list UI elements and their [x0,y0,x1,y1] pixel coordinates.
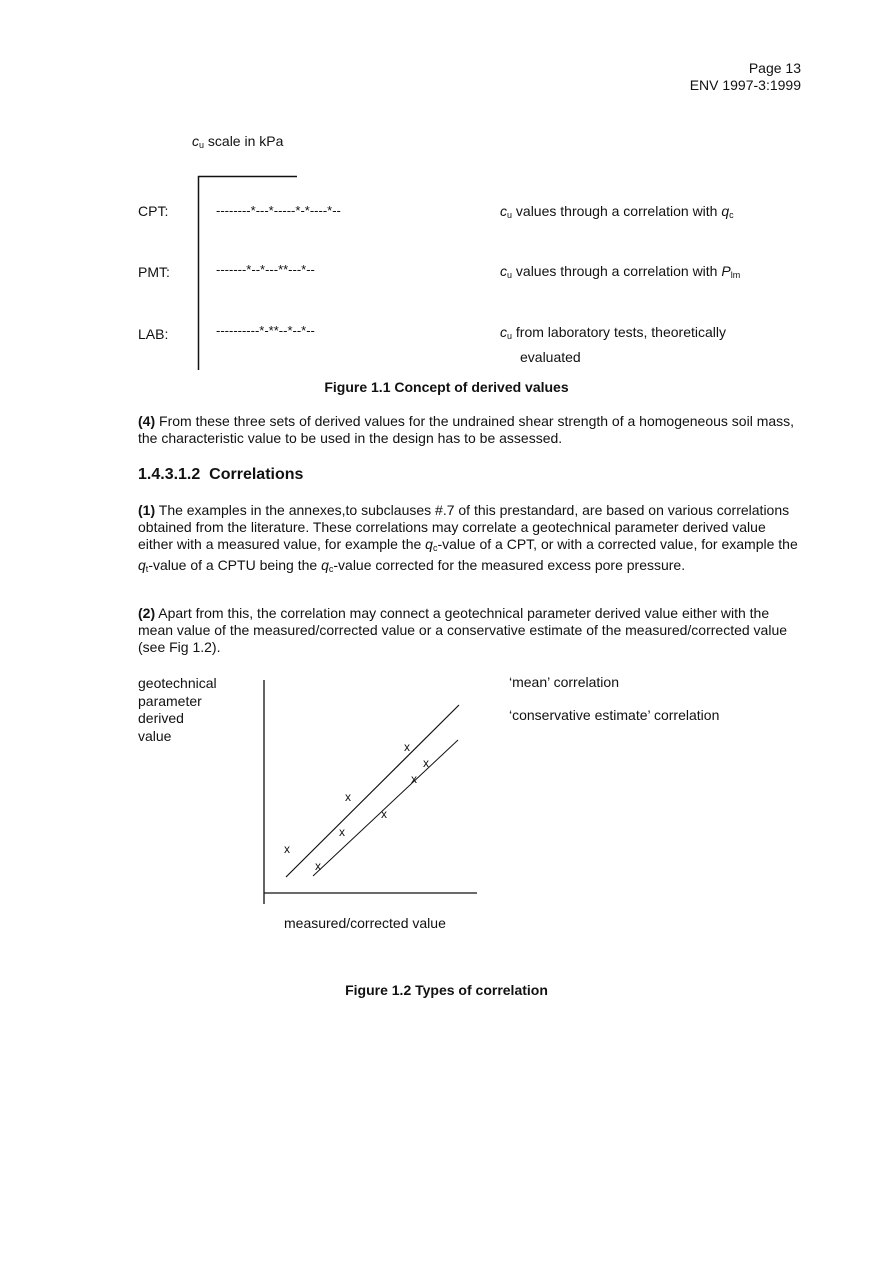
data-point: x [339,825,345,839]
scale-label: $c_u$ scale in kPa [192,133,284,150]
row-label-lab: LAB: [138,326,169,342]
row-values-cpt: --------*---*-----*-*----*-- [216,203,341,218]
row-note-pmt: $c_u$ values through a correlation with $P_{lm}$ [500,263,741,280]
data-point: x [423,756,429,770]
figure-1-2-caption: Figure 1.2 Types of correlation [345,982,548,998]
document-code: ENV 1997-3:1999 [689,77,801,93]
data-point: x [381,807,387,821]
row-values-pmt: -------*--*---**---*-- [216,262,315,277]
paragraph-4: (4) From these three sets of derived values for the undrained shear strength of a homogeneous soil mass, the characteristic value to be used in the design has to be assessed. [138,413,795,446]
x-axis-label: measured/corrected value [284,915,446,931]
row-label-pmt: PMT: [138,264,170,280]
data-point: x [411,772,417,786]
figure-1-1-caption: Figure 1.1 Concept of derived values [324,379,569,395]
legend-mean: ‘mean’ correlation [509,674,619,690]
data-point: x [315,859,321,873]
row-label-cpt: CPT: [138,203,169,219]
row-note-lab: $c_u$ from laboratory tests, theoretically evaluated [500,324,726,365]
section-heading: 1.4.3.1.2 Correlations [138,466,304,483]
data-point: x [284,842,290,856]
legend-conservative: ‘conservative estimate’ correlation [509,707,720,723]
row-values-lab: ----------*-**--*--*-- [216,323,315,338]
row-note-cpt: $c_u$ values through a correlation with $q_c$ [500,203,734,220]
data-point: x [345,790,351,804]
data-point: x [404,740,410,754]
paragraph-1: (1) The examples in the annexes,to subclauses #.7 of this prestandard, are based on various correlations obtained from the literature. These correlations may correlate a geotechnical parameter derived value either with a measured value, for example the $q_c$-value of a CPT, or with a corrected value, for example the $q_t$-value of a CPTU being the $q_c$-value corrected for the measured excess pore pressure. [138,502,798,574]
y-axis-label: geotechnical parameter derived value [138,675,217,744]
paragraph-2: (2) Apart from this, the correlation may connect a geotechnical parameter derived value either with the mean value of the measured/corrected value or a conservative estimate of the measured/corrected value (see Fig 1.2). [138,605,788,655]
page-number: Page 13 [748,60,801,76]
mean-correlation-line [286,705,459,877]
